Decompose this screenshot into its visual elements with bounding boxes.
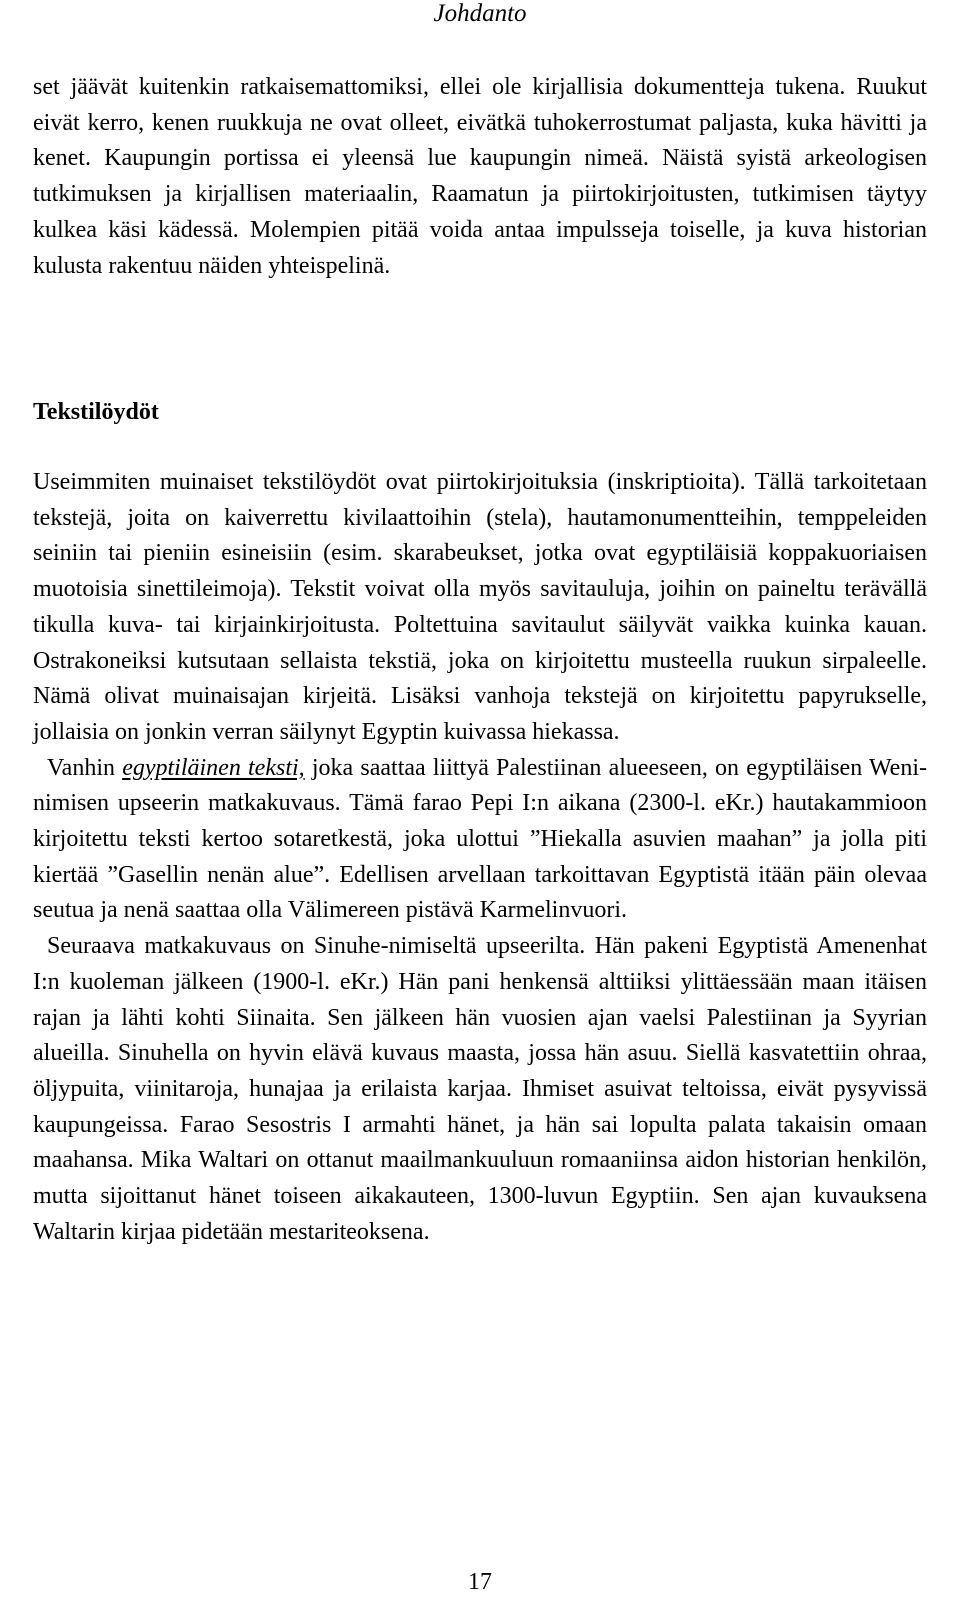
page-number: 17 <box>468 1569 492 1595</box>
intro-text-block <box>33 70 927 284</box>
paragraph-2 <box>33 751 927 930</box>
paragraph-1: Useimmiten muinaiset tekstilöydöt ovat piirtokirjoituksia (inskriptioita). Tällä tarkoitetaan tekstejä, joita on kaiverrettu kivilaattoihin (stela), hautamonumentteihin, temppeleiden seiniin tai pieniin esineisiin (esim. skarabeukset, jotka ovat egyptiläisiä koppakuoriaisen muotoisia sinettileimoja). Tekstit voivat olla myös savitauluja, joihin on paineltu terävällä tikulla kuva- tai kirjainkirjoitusta. Poltettuina savitaulut säilyvät vaikka kuinka kauan. Ostrakoneiksi kutsutaan sellaista tekstiä, joka on kirjoitettu musteella ruukun sirpaleelle. Nämä olivat muinaisajan kirjeitä. Lisäksi vanhoja tekstejä on kirjoitettu papyrukselle, jollaisia on jonkin verran säilynyt Egyptin kuivassa hiekassa. <box>33 469 927 745</box>
section-heading: Tekstilöydöt <box>33 399 159 425</box>
paragraph-2-lead: Vanhin <box>47 754 123 781</box>
paragraph-2-rest: joka saattaa liittyä Palestiinan alueeseen, on egyptiläisen Weni-nimisen upseerin matkakuvaus. Tämä farao Pepi I:n aikana (2300-l. eKr.) hautakammioon kirjoitettu teksti kertoo sotaretkestä, joka ulottui ”Hiekalla asuvien maahan” ja jolla piti kiertää ”Gasellin nenän alue”. Edellisen arvellaan tarkoittavan Egyptistä itään päin olevaa seutua ja nenä saattaa olla Välimereen pistävä Karmelinvuori. <box>33 754 927 924</box>
intro-paragraph: set jäävät kuitenkin ratkaisemattomiksi, ellei ole kirjallisia dokumentteja tukena. Ruukut eivät kerro, kenen ruukkuja ne ovat olleet, eivätkä tuhokerrostumat paljasta, kuka hävitti ja kenet. Kaupungin portissa ei yleensä lue kaupungin nimeä. Näistä syistä arkeologisen tutkimuksen ja kirjallisen materiaalin, Raamatun ja piirtokirjoitusten, tutkimisen täytyy kulkea käsi kädessä. Molempien pitää voida antaa impulsseja toiselle, ja kuva historian kulusta rakentuu näiden yhteispelinä. <box>33 74 927 279</box>
running-head: Johdanto <box>433 0 527 27</box>
emphasized-term: egyptiläinen teksti, <box>122 754 305 781</box>
paragraph-3: Seuraava matkakuvaus on Sinuhe-nimiseltä upseerilta. Hän pakeni Egyptistä Amenenhat I:n kuoleman jälkeen (1900-l. eKr.) Hän pani henkensä alttiiksi ylittäessään maan itäisen rajan ja lähti kohti Siinaita. Sen jälkeen hän vuosien ajan vaelsi Palestiinan ja Syyrian alueilla. Sinuhella on hyvin elävä kuvaus maasta, jossa hän asuu. Siellä kasvatettiin ohraa, öljypuita, viinitaroja, hunajaa ja erilaista karjaa. Ihmiset asuivat teltoissa, eivät pysyvissä kaupungeissa. Farao Sesostris I armahti hänet, ja hän sai lopulta palata takaisin omaan maahansa. Mika Waltari on ottanut maailmankuuluun romaaniinsa aidon historian henkilön, mutta sijoittanut hänet toiseen aikakauteen, 1300-luvun Egyptiin. Sen ajan kuvauksena Waltarin kirjaa pidetään mestariteoksena. <box>33 933 927 1245</box>
section-body <box>33 465 927 1250</box>
